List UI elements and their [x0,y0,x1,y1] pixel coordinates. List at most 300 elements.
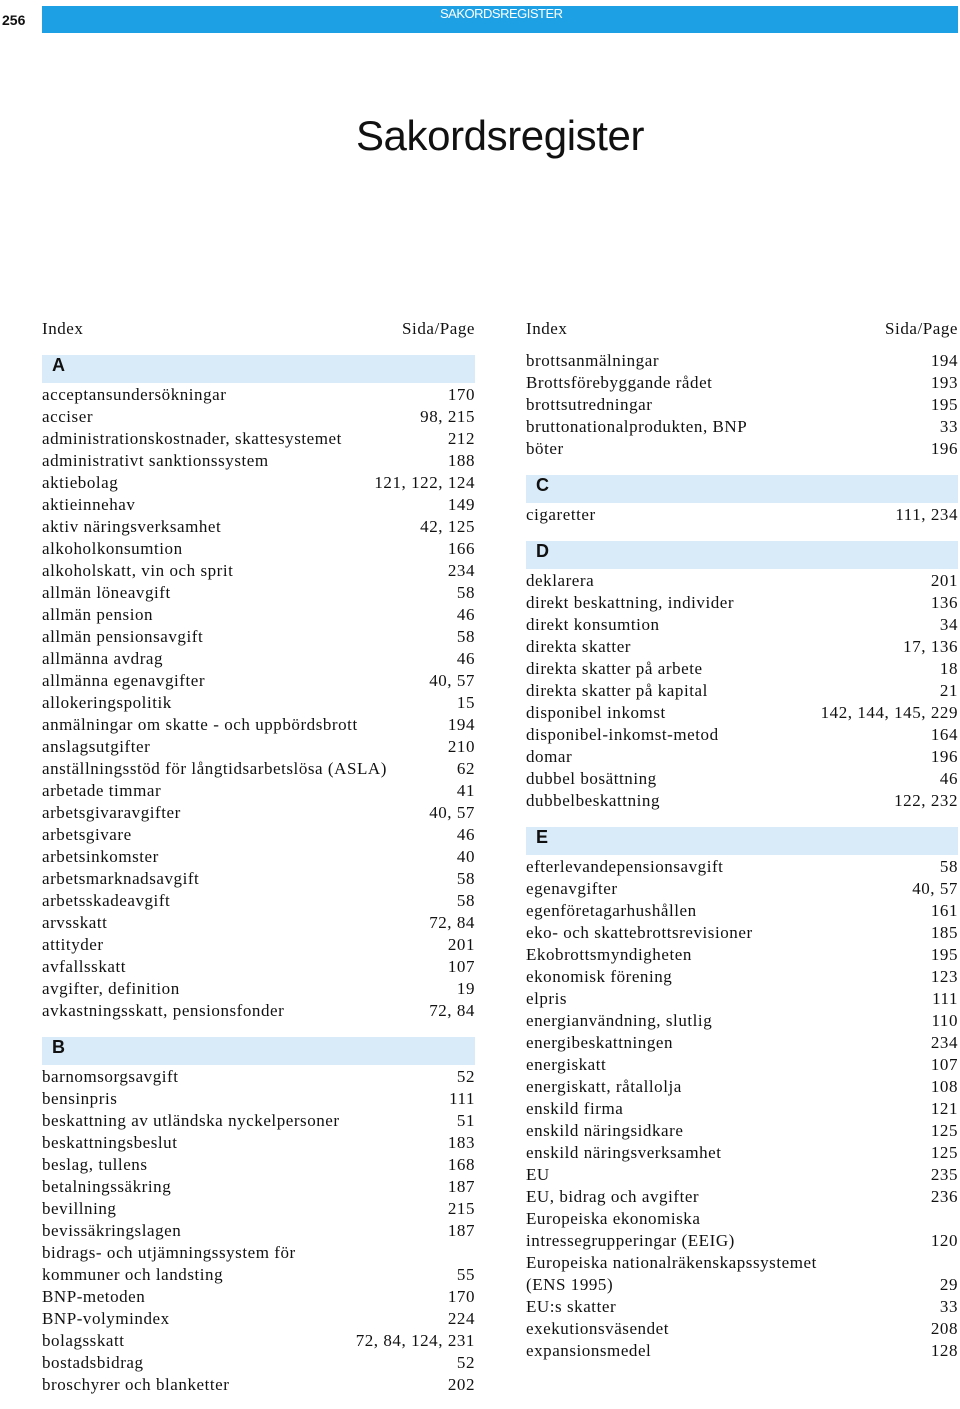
entry-line [42,1353,475,1375]
entry-line [42,495,475,517]
entry-line [526,417,958,439]
index-entry [42,979,475,1001]
entry-term: bidrags- och utjämningssystem för [42,1243,296,1262]
entry-line [42,869,475,891]
entry-term: bevissäkringslagen [42,1221,182,1240]
entry-line [526,681,958,703]
entry-term: deklarera [526,571,595,590]
entry-term: arbetade timmar [42,781,162,800]
entry-line [526,791,958,813]
entry-pages: 72, 84 [429,913,475,932]
entry-term: arbetsmarknadsavgift [42,869,200,888]
entry-pages: 46 [939,769,958,788]
entry-pages: 142, 144, 145, 229 [820,703,958,722]
index-entry [42,869,475,891]
index-section [526,475,958,527]
entry-line [42,627,475,649]
entry-term: EU:s skatter [526,1297,617,1316]
index-entry [526,791,958,813]
entry-line [42,803,475,825]
section-band [42,355,475,383]
index-entry [42,1287,475,1309]
index-entry [42,495,475,517]
entry-pages: 235 [930,1165,958,1184]
page-number: 256 [2,12,26,28]
entry-line [526,1187,958,1209]
entry-term: Europeiska nationalräkenskapssystemet [526,1253,817,1272]
index-entry [42,561,475,583]
entry-term: allmän pensionsavgift [42,627,204,646]
index-entry [526,923,958,945]
entry-term: administrativt sanktionssystem [42,451,269,470]
index-entry [42,759,475,781]
entry-pages: 29 [939,1275,958,1294]
entry-line [42,1309,475,1331]
index-entry [42,1331,475,1353]
entry-term: allokeringspolitik [42,693,172,712]
entry-line [526,637,958,659]
entry-line [526,1165,958,1187]
entry-line [526,1121,958,1143]
entry-line [42,385,475,407]
entry-line [42,891,475,913]
index-entry [42,1375,475,1397]
entry-term: energianvändning, slutlig [526,1011,713,1030]
entry-line [42,1067,475,1089]
entry-term: aktiebolag [42,473,119,492]
index-entry [526,571,958,593]
entry-term: avfallsskatt [42,957,127,976]
entry-term: enskild firma [526,1099,624,1118]
entry-pages: 123 [930,967,958,986]
column-body [526,351,958,1363]
entry-pages: 166 [447,539,475,558]
entry-line [526,703,958,725]
index-entry [526,769,958,791]
index-entry [42,539,475,561]
entry-line [526,989,958,1011]
entry-term: eko- och skattebrottsrevisioner [526,923,753,942]
entry-line [526,923,958,945]
entry-pages: 52 [456,1353,475,1372]
index-entry [526,1077,958,1099]
entry-pages: 125 [930,1121,958,1140]
entry-term: allmän pension [42,605,154,624]
index-entry [526,945,958,967]
index-entry [526,1055,958,1077]
entry-term: arvsskatt [42,913,108,932]
entry-pages: 40, 57 [429,671,475,690]
index-entry [42,1199,475,1221]
entry-line [42,1155,475,1177]
entry-line [42,429,475,451]
column-header [42,319,475,341]
entry-term: acciser [42,407,94,426]
index-entry [42,671,475,693]
entry-pages: 170 [447,1287,475,1306]
index-section [42,1037,475,1397]
entry-pages: 210 [447,737,475,756]
entry-term: energibeskattningen [526,1033,674,1052]
entry-term: beslag, tullens [42,1155,148,1174]
entry-term: bruttonationalprodukten, BNP [526,417,748,436]
entry-term: egenföretagarhushållen [526,901,697,920]
entry-term: broschyrer och blanketter [42,1375,230,1394]
index-entry [526,439,958,461]
index-entry [526,967,958,989]
entry-pages: 212 [447,429,475,448]
section-band [526,827,958,855]
entry-line [526,1055,958,1077]
index-entry [42,1133,475,1155]
entry-pages: 125 [930,1143,958,1162]
running-header-bar [42,6,958,33]
index-section [526,827,958,1363]
entry-line [526,1033,958,1055]
entry-pages: 58 [939,857,958,876]
index-entry [42,737,475,759]
entry-term: EU, bidrag och avgifter [526,1187,700,1206]
entry-line [42,1221,475,1243]
entry-line [42,781,475,803]
entry-term: cigaretter [526,505,596,524]
entry-term: arbetsinkomster [42,847,159,866]
entry-pages: 18 [939,659,958,678]
entry-pages: 40, 57 [912,879,958,898]
entry-term: aktiv näringsverksamhet [42,517,222,536]
entry-pages: 58 [456,627,475,646]
index-entry [526,1253,958,1297]
entry-pages: 194 [930,351,958,370]
index-entry [42,451,475,473]
entry-term: bevillning [42,1199,117,1218]
entry-line [42,913,475,935]
entry-pages: 196 [930,747,958,766]
entry-pages: 208 [930,1319,958,1338]
entry-line [526,1341,958,1363]
entry-term: expansionsmedel [526,1341,652,1360]
index-entry [42,1067,475,1089]
entry-line [42,1089,475,1111]
entry-line [42,1287,475,1309]
index-heading: Index [42,319,84,338]
entry-pages: 72, 84, 124, 231 [355,1331,475,1350]
entry-pages: 201 [930,571,958,590]
entry-pages: 33 [939,1297,958,1316]
index-heading: Index [526,319,568,338]
entry-line [526,1297,958,1319]
index-column-left [42,319,475,1397]
entry-term: avgifter, definition [42,979,180,998]
index-entry [42,715,475,737]
entry-pages: 168 [447,1155,475,1174]
index-entry [42,957,475,979]
entry-term: betalningssäkring [42,1177,172,1196]
index-section [42,355,475,1023]
entry-pages: 224 [447,1309,475,1328]
entry-term: (ENS 1995) [526,1275,614,1294]
entry-term: ekonomisk förening [526,967,673,986]
entry-term: direkta skatter på arbete [526,659,703,678]
entry-line [526,1231,958,1253]
index-entry [42,693,475,715]
index-section [526,541,958,813]
entry-pages: 193 [930,373,958,392]
entry-pages: 52 [456,1067,475,1086]
entry-term: enskild näringsverksamhet [526,1143,722,1162]
entry-pages: 234 [930,1033,958,1052]
entry-term: alkoholkonsumtion [42,539,183,558]
entry-line [42,671,475,693]
entry-term: attityder [42,935,104,954]
entry-line [526,1319,958,1341]
index-entry [526,417,958,439]
entry-pages: 58 [456,891,475,910]
running-title: SAKORDSREGISTER [440,6,563,21]
entry-line [42,1375,475,1397]
entry-line [526,395,958,417]
entry-line [42,825,475,847]
column-header [526,319,958,341]
entry-line [42,1265,475,1287]
entry-line [526,769,958,791]
entry-line [526,967,958,989]
entry-term: beskattning av utländska nyckelpersoner [42,1111,340,1130]
index-entry [526,1187,958,1209]
section-letter: C [536,475,549,495]
entry-term: exekutionsväsendet [526,1319,670,1338]
entry-line [42,1133,475,1155]
entry-pages: 194 [447,715,475,734]
index-entry [42,605,475,627]
entry-pages: 58 [456,869,475,888]
index-entry [526,703,958,725]
index-entry [526,879,958,901]
index-entry [526,373,958,395]
entry-pages: 98, 215 [420,407,475,426]
index-entry [526,681,958,703]
entry-term: intressegrupperingar (EEIG) [526,1231,735,1250]
entry-pages: 196 [930,439,958,458]
entry-line [42,517,475,539]
entry-line [526,1099,958,1121]
entry-pages: 202 [447,1375,475,1394]
entry-pages: 201 [447,935,475,954]
entry-term: domar [526,747,573,766]
entry-term: barnomsorgsavgift [42,1067,179,1086]
entry-term: kommuner och landsting [42,1265,224,1284]
entry-line [526,593,958,615]
entry-pages: 62 [456,759,475,778]
entry-term: brottsutredningar [526,395,653,414]
entry-line [526,1253,958,1275]
entry-pages: 215 [447,1199,475,1218]
entry-line [526,857,958,879]
index-entry [42,825,475,847]
entry-term: elpris [526,989,568,1008]
entry-term: direkta skatter [526,637,632,656]
entry-line [42,715,475,737]
section-band [526,475,958,503]
index-entry [42,803,475,825]
entry-term: anmälningar om skatte - och uppbördsbrott [42,715,358,734]
entry-pages: 121, 122, 124 [374,473,475,492]
index-section [526,351,958,461]
entry-line [526,901,958,923]
index-column-right [526,319,958,1363]
index-entry [526,1143,958,1165]
index-entry [42,1309,475,1331]
entry-line [42,1001,475,1023]
section-letter: A [52,355,65,375]
entry-term: arbetsgivare [42,825,132,844]
entry-pages: 46 [456,825,475,844]
index-entry [42,913,475,935]
index-entry [526,615,958,637]
entry-line [42,737,475,759]
index-entry [42,1111,475,1133]
entry-pages: 149 [447,495,475,514]
index-entry [42,407,475,429]
section-band [526,541,958,569]
entry-term: arbetsskadeavgift [42,891,171,910]
index-entry [42,1353,475,1375]
entry-pages: 195 [930,945,958,964]
entry-term: disponibel-inkomst-metod [526,725,719,744]
index-entry [526,1121,958,1143]
index-entry [526,1209,958,1253]
entry-line [526,1275,958,1297]
entry-line [42,649,475,671]
entry-line [526,879,958,901]
entry-term: BNP-volymindex [42,1309,170,1328]
entry-pages: 108 [930,1077,958,1096]
entry-term: aktieinnehav [42,495,136,514]
entry-pages: 40 [456,847,475,866]
entry-line [526,747,958,769]
section-letter: E [536,827,549,847]
index-entry [526,1341,958,1363]
index-entry [42,385,475,407]
entry-pages: 19 [456,979,475,998]
entry-term: energiskatt [526,1055,607,1074]
index-entry [42,847,475,869]
entry-line [526,945,958,967]
entry-line [526,1011,958,1033]
entry-pages: 72, 84 [429,1001,475,1020]
entry-term: anställningsstöd för långtidsarbetslösa (ASLA) [42,759,387,778]
index-entry [526,351,958,373]
entry-line [42,561,475,583]
entry-term: avkastningsskatt, pensionsfonder [42,1001,285,1020]
entry-term: allmänna egenavgifter [42,671,206,690]
entry-term: beskattningsbeslut [42,1133,178,1152]
entry-term: anslagsutgifter [42,737,151,756]
index-entry [526,1319,958,1341]
entry-pages: 41 [456,781,475,800]
index-entry [526,593,958,615]
index-entry [42,649,475,671]
index-entry [42,583,475,605]
entry-line [526,571,958,593]
index-entry [526,505,958,527]
index-entry [526,857,958,879]
column-body [42,355,475,1397]
entry-line [42,605,475,627]
entry-pages: 33 [939,417,958,436]
section-letter: B [52,1037,65,1057]
page-heading: Sida/Page [885,319,958,338]
index-entry [526,395,958,417]
index-entry [526,1033,958,1055]
index-entry [526,725,958,747]
entry-term: brottsanmälningar [526,351,660,370]
entry-term: bolagsskatt [42,1331,125,1350]
entry-term: dubbelbeskattning [526,791,660,810]
entry-term: allmänna avdrag [42,649,164,668]
entry-pages: 42, 125 [420,517,475,536]
entry-term: direkt konsumtion [526,615,660,634]
entry-line [42,1243,475,1265]
entry-term: bostadsbidrag [42,1353,144,1372]
entry-pages: 161 [930,901,958,920]
index-entry [42,473,475,495]
index-entry [526,1099,958,1121]
index-entry [526,637,958,659]
entry-term: egenavgifter [526,879,618,898]
entry-pages: 58 [456,583,475,602]
entry-line [526,659,958,681]
entry-pages: 107 [930,1055,958,1074]
entry-pages: 111 [449,1089,475,1108]
entry-line [526,725,958,747]
index-entry [42,891,475,913]
entry-line [526,505,958,527]
entry-pages: 15 [456,693,475,712]
entry-term: administrationskostnader, skattesystemet [42,429,342,448]
entry-term: efterlevandepensionsavgift [526,857,724,876]
entry-term: energiskatt, råtallolja [526,1077,682,1096]
index-entry [526,1165,958,1187]
entry-term: alkoholskatt, vin och sprit [42,561,234,580]
entry-line [526,1209,958,1231]
entry-pages: 111, 234 [895,505,958,524]
index-entry [42,1089,475,1111]
entry-pages: 46 [456,605,475,624]
entry-term: direkta skatter på kapital [526,681,708,700]
entry-line [526,1143,958,1165]
index-entry [42,1155,475,1177]
entry-pages: 34 [939,615,958,634]
entry-line [526,373,958,395]
entry-line [42,1331,475,1353]
index-entry [42,781,475,803]
entry-pages: 236 [930,1187,958,1206]
entry-term: bensinpris [42,1089,118,1108]
entry-line [42,539,475,561]
entry-term: acceptansundersökningar [42,385,227,404]
entry-pages: 111 [932,989,958,1008]
index-entry [526,659,958,681]
entry-pages: 234 [447,561,475,580]
page-title: Sakordsregister [355,112,645,159]
entry-pages: 187 [447,1221,475,1240]
entry-line [526,615,958,637]
entry-line [42,1111,475,1133]
entry-pages: 128 [930,1341,958,1360]
index-entry [42,1001,475,1023]
entry-line [526,351,958,373]
